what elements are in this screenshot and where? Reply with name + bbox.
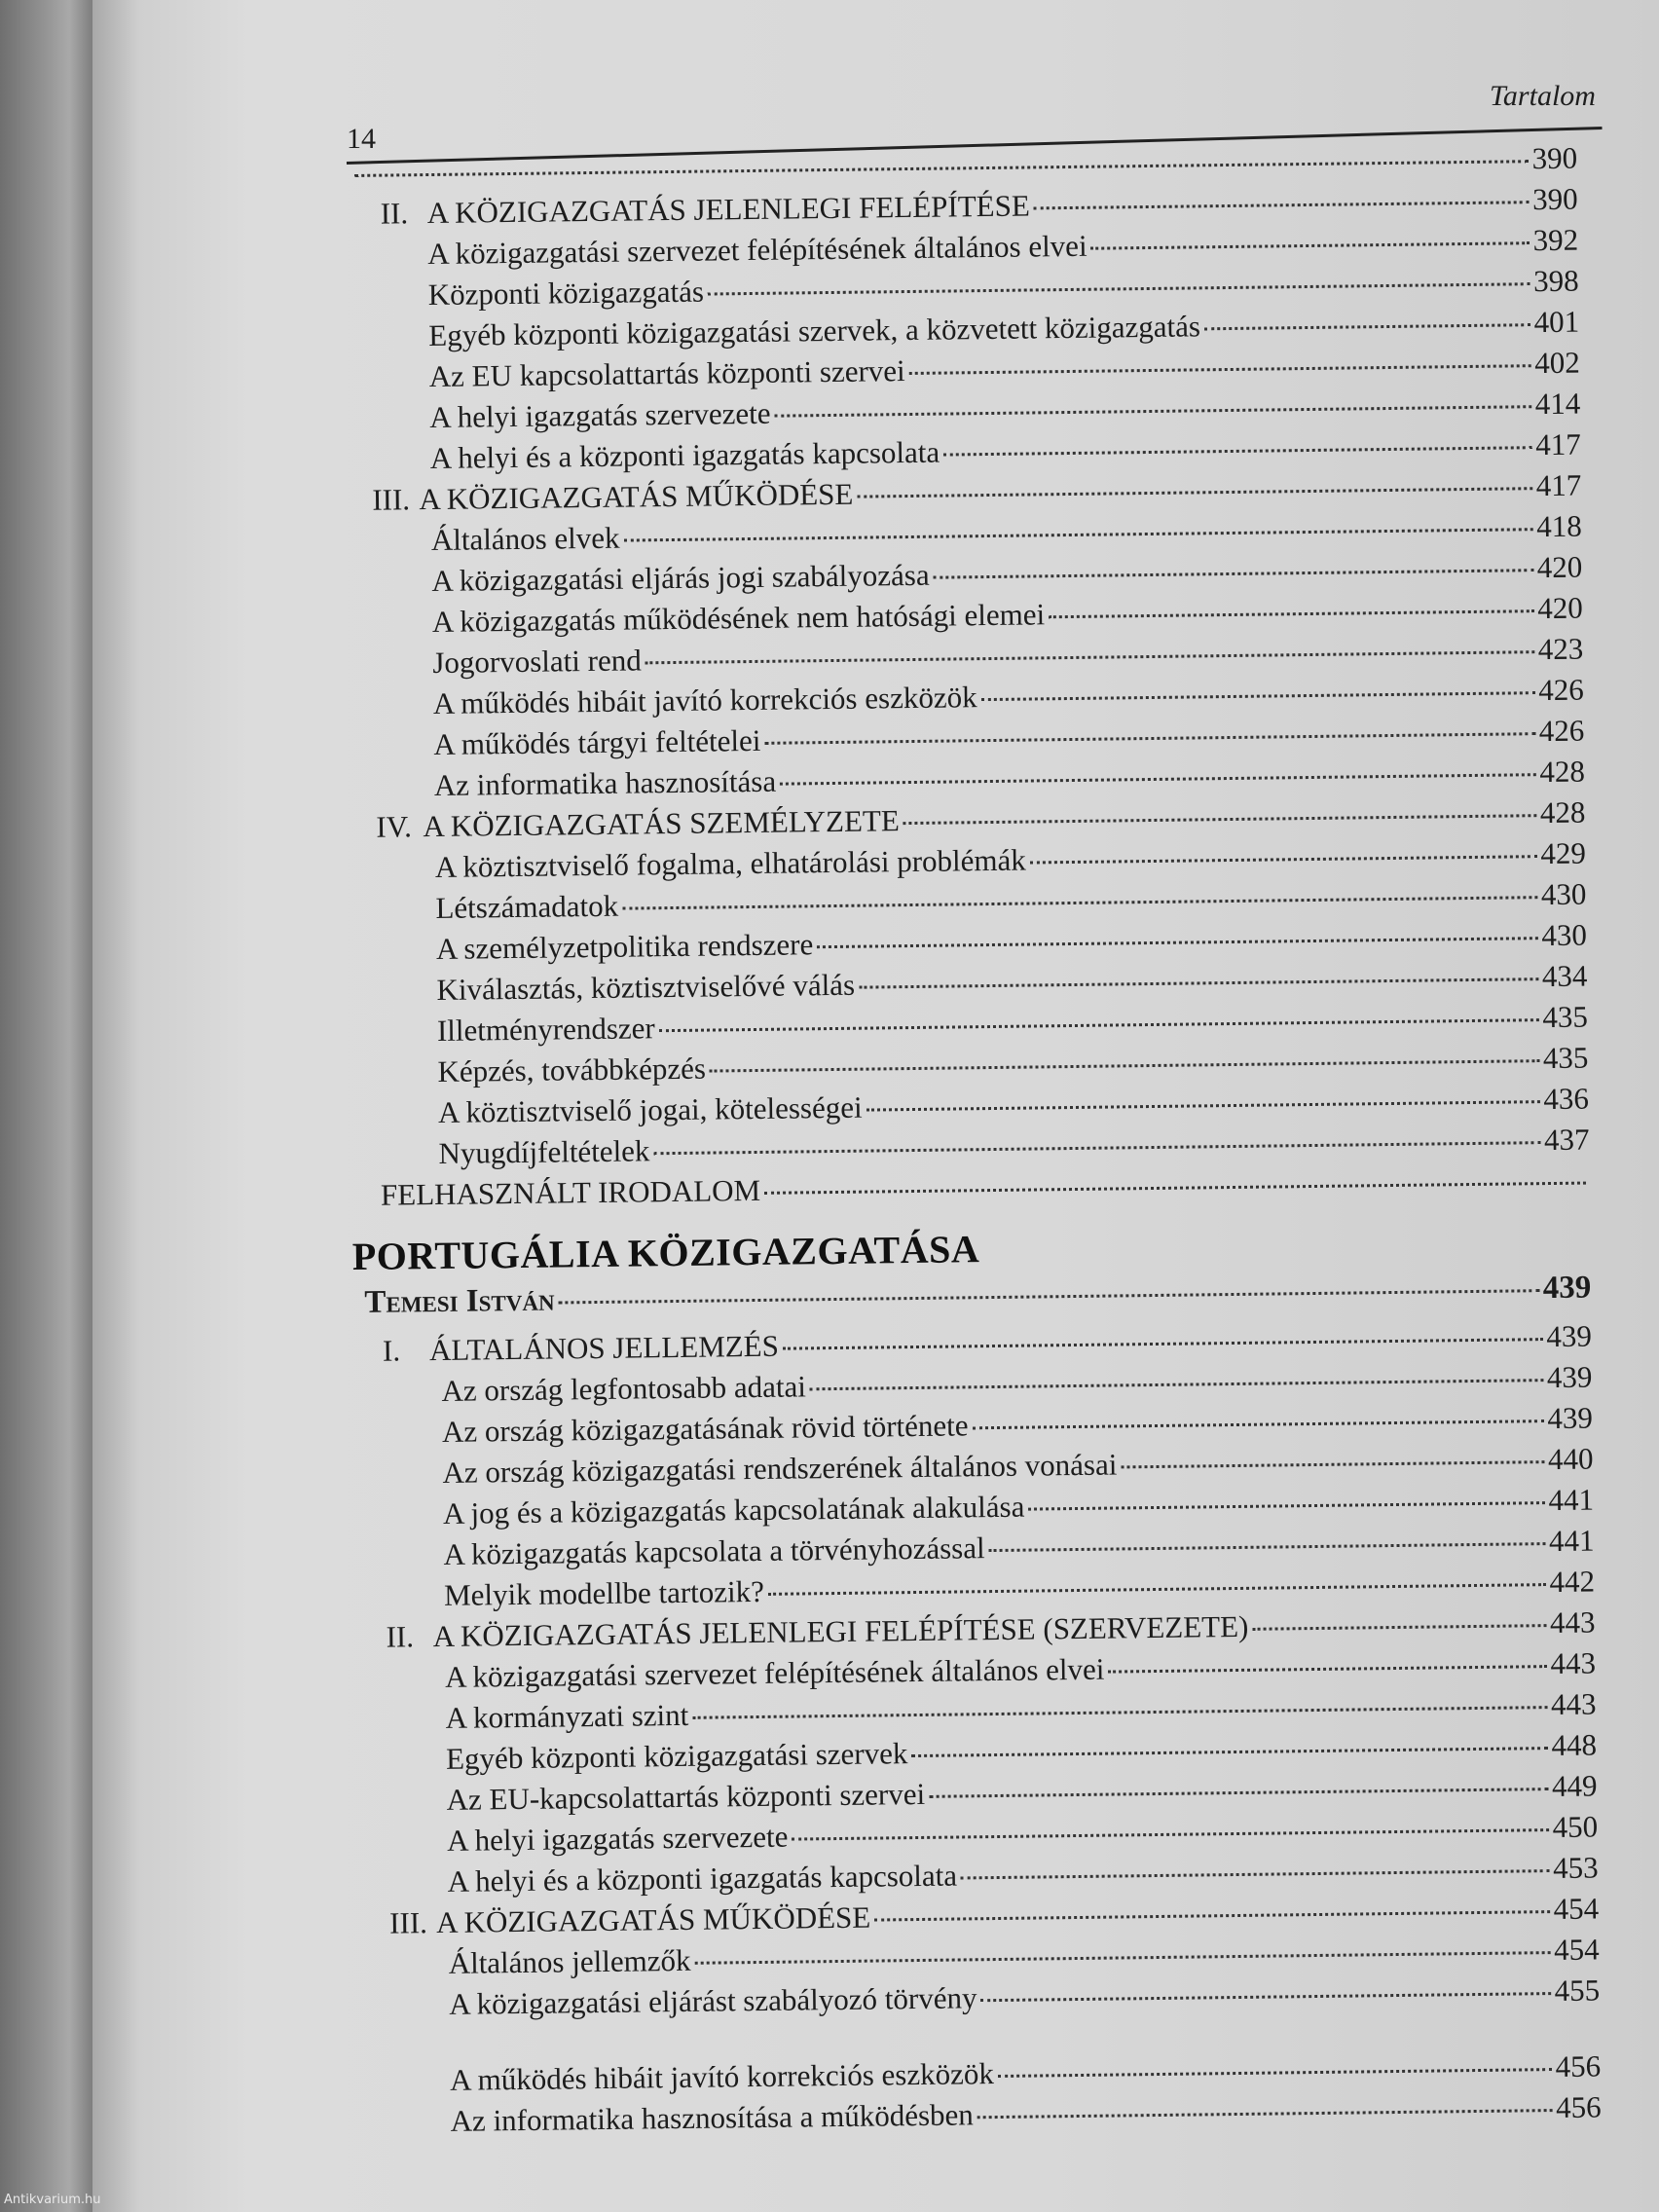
- book-spine-shadow: [0, 0, 92, 2212]
- toc-page-number: 417: [1535, 467, 1582, 503]
- leader-dots: [708, 282, 1530, 295]
- leader-dots: [775, 405, 1531, 417]
- toc-entry-label: Kiválasztás, köztisztviselővé válás: [436, 967, 856, 1007]
- toc-page-number: 436: [1543, 1081, 1590, 1117]
- toc-page-number: 443: [1550, 1645, 1597, 1681]
- toc-entry-label: ÁLTALÁNOS JELLEMZÉS: [428, 1328, 780, 1368]
- toc-entry-label: Az informatika hasznosítása: [433, 763, 777, 802]
- section-title: PORTUGÁLIA KÖZIGAZGATÁSA: [351, 1227, 980, 1279]
- toc-page-number: 441: [1548, 1482, 1595, 1518]
- toc-chapter-number: II.: [380, 196, 409, 231]
- toc-chapter-number: III.: [372, 482, 411, 517]
- leader-dots: [354, 160, 1528, 177]
- leader-dots: [780, 773, 1535, 785]
- toc-page-number: 401: [1533, 304, 1580, 340]
- toc-entry-label: A köztisztviselő jogai, kötelességei: [437, 1089, 863, 1129]
- leader-dots: [977, 2109, 1552, 2119]
- toc-entry-label: A helyi és a központi igazgatás kapcsolata: [429, 434, 940, 476]
- toc-entry-label: Létszámadatok: [435, 888, 619, 925]
- toc-entry-label: A közigazgatás működésének nem hatósági elemei: [431, 597, 1046, 640]
- leader-dots: [903, 814, 1536, 825]
- toc-entry-label: A közigazgatási szervezet felépítésének általános elvei: [427, 228, 1088, 272]
- leader-dots: [1091, 241, 1530, 249]
- toc-entry-label: Illetményrendszer: [436, 1011, 655, 1048]
- toc-page-number: 454: [1553, 1932, 1600, 1968]
- toc-entry-label: Nyugdíjfeltételek: [438, 1133, 650, 1170]
- toc-page-number: 390: [1531, 181, 1578, 217]
- toc-page-number: 417: [1535, 426, 1581, 462]
- toc-chapter-number: I.: [382, 1333, 401, 1368]
- toc-chapter-number: IV.: [376, 809, 413, 844]
- leader-dots: [859, 977, 1538, 989]
- toc-entry-label: Az ország legfontosabb adatai: [441, 1369, 807, 1408]
- toc-page-number: 430: [1541, 917, 1588, 953]
- toc-page-number: 428: [1539, 794, 1586, 830]
- toc-page-number: 448: [1551, 1727, 1598, 1763]
- toc-entry-label: Általános jellemzők: [448, 1942, 691, 1980]
- toc-page-number: 430: [1540, 876, 1587, 912]
- toc-page-number: 449: [1551, 1768, 1598, 1804]
- toc-page-number: 439: [1546, 1318, 1593, 1354]
- leader-dots: [783, 1338, 1543, 1350]
- leader-dots: [764, 1182, 1586, 1195]
- toc-page-number: 443: [1550, 1686, 1597, 1722]
- toc-entry-label: FELHASZNÁLT IRODALOM: [380, 1172, 761, 1212]
- leader-dots: [1030, 855, 1537, 864]
- toc-page-number: 456: [1555, 2089, 1602, 2125]
- leader-dots: [817, 937, 1537, 948]
- leader-dots: [1204, 323, 1530, 330]
- toc-chapter-number: II.: [386, 1619, 415, 1654]
- leader-dots: [1049, 609, 1533, 618]
- toc-entry-label: A jog és a közigazgatás kapcsolatának alakulása: [442, 1489, 1025, 1530]
- leader-dots: [645, 650, 1534, 664]
- toc-entry-label: A helyi és a központi igazgatás kapcsolata: [447, 1858, 958, 1899]
- toc-page-number: 420: [1536, 549, 1583, 585]
- leader-dots: [989, 1542, 1545, 1552]
- author-name: Temesi István: [364, 1282, 555, 1320]
- toc-page-number: 420: [1537, 590, 1583, 626]
- leader-dots: [943, 446, 1531, 456]
- leader-dots: [624, 528, 1533, 541]
- leader-dots: [764, 732, 1534, 745]
- leader-dots: [559, 1289, 1539, 1304]
- toc-entry-label: A kormányzati szint: [445, 1697, 689, 1735]
- toc-entry-label: A működés hibáit javító korrekciós eszközök: [432, 680, 977, 721]
- leader-dots: [792, 1828, 1548, 1840]
- toc-entry-label: Melyik modellbe tartozik?: [443, 1573, 765, 1612]
- leader-dots: [694, 1951, 1550, 1965]
- toc-entry-label: A közigazgatási eljárást szabályozó törvény: [448, 1980, 977, 2021]
- toc-entry-label: A KÖZIGAZGATÁS JELENLEGI FELÉPÍTÉSE (SZERVEZETE): [432, 1608, 1249, 1654]
- leader-dots: [909, 364, 1531, 375]
- leader-dots: [961, 1869, 1549, 1879]
- toc-page-number: 435: [1542, 999, 1589, 1035]
- watermark-stamp: Antikvarium.hu: [4, 2193, 101, 2207]
- toc-page-number: 450: [1552, 1809, 1599, 1845]
- toc-page-number: 439: [1547, 1400, 1594, 1436]
- leader-dots: [1028, 1501, 1544, 1510]
- toc-page-number: 418: [1536, 508, 1582, 544]
- leader-dots: [929, 1788, 1548, 1798]
- toc-entry-label: Egyéb központi közigazgatási szervek: [445, 1736, 908, 1776]
- leader-dots: [1252, 1624, 1546, 1631]
- author-page: 439: [1542, 1270, 1592, 1307]
- leader-dots: [710, 1059, 1539, 1072]
- toc-entry-label: A közigazgatási eljárás jogi szabályozása: [431, 557, 930, 599]
- toc-entry-label: A KÖZIGAZGATÁS MŰKÖDÉSE: [419, 476, 854, 517]
- toc-entry-label: Jogorvoslati rend: [432, 643, 642, 681]
- leader-dots: [659, 1018, 1539, 1032]
- toc-entry-label: Általános elvek: [430, 520, 620, 558]
- toc-entry-label: Az EU-kapcsolattartás központi szervei: [446, 1776, 926, 1817]
- toc-page-number: 390: [1531, 140, 1578, 176]
- toc-entry-label: A helyi igazgatás szervezete: [429, 395, 771, 435]
- leader-dots: [768, 1583, 1546, 1596]
- toc-entry-label: Egyéb központi közigazgatási szervek, a közvetett közigazgatás: [428, 309, 1201, 353]
- toc-page-number: 429: [1540, 835, 1587, 871]
- toc-entry-label: A közigazgatás kapcsolata a törvényhozással: [443, 1530, 985, 1571]
- toc-page-number: 392: [1532, 222, 1579, 258]
- toc-page-number: 456: [1555, 2048, 1602, 2084]
- toc-page-number: 453: [1552, 1850, 1599, 1886]
- toc-entry-label: Az ország közigazgatási rendszerének általános vonásai: [442, 1447, 1118, 1490]
- leader-dots: [874, 1910, 1549, 1921]
- toc-chapter-number: III.: [388, 1905, 428, 1940]
- toc-entry-label: Képzés, továbbképzés: [437, 1051, 707, 1088]
- toc-page-number: 440: [1547, 1441, 1594, 1477]
- leader-dots: [810, 1379, 1543, 1390]
- toc-page-number: 402: [1533, 345, 1580, 381]
- leader-dots: [973, 1419, 1544, 1429]
- toc-page-number: 443: [1549, 1604, 1596, 1641]
- toc-entry-label: A személyzetpolitika rendszere: [435, 927, 814, 966]
- leader-dots: [857, 487, 1531, 498]
- running-title: Tartalom: [1490, 80, 1596, 112]
- toc-entry-label: Az ország közigazgatásának rövid története: [441, 1408, 969, 1449]
- toc-page-number: 434: [1541, 958, 1588, 994]
- toc-page-number: 423: [1537, 631, 1584, 667]
- leader-dots: [866, 1100, 1540, 1111]
- leader-dots: [1121, 1460, 1544, 1468]
- leader-dots: [981, 691, 1535, 701]
- toc-entry-label: Az informatika hasznosítása a működésben: [450, 2097, 975, 2138]
- toc-entry-label: A köztisztviselő fogalma, elhatárolási problémák: [434, 842, 1027, 884]
- leader-dots: [911, 1747, 1547, 1757]
- toc-page-number: 441: [1548, 1523, 1595, 1559]
- toc-entry-label: A közigazgatási szervezet felépítésének általános elvei: [444, 1651, 1105, 1694]
- leader-dots: [653, 1141, 1540, 1155]
- toc-page-number: 442: [1549, 1564, 1596, 1600]
- page-number: 14: [347, 123, 376, 155]
- toc-page-number: 428: [1539, 754, 1586, 790]
- toc-page-number: 426: [1538, 672, 1585, 708]
- leader-dots: [1034, 201, 1529, 209]
- leader-dots: [980, 1992, 1550, 2002]
- toc-entry-label: A helyi igazgatás szervezete: [446, 1819, 789, 1858]
- leader-dots: [692, 1706, 1547, 1719]
- toc-entry-label: Az EU kapcsolattartás központi szervei: [428, 353, 905, 394]
- leader-dots: [998, 2068, 1552, 2078]
- toc-page-number: 426: [1538, 713, 1585, 749]
- toc-page-number: 439: [1546, 1359, 1593, 1395]
- toc-entry-label: A működés hibáit javító korrekciós eszközök: [449, 2056, 995, 2097]
- toc-entry-label: A működés tárgyi feltételei: [433, 722, 761, 762]
- toc-page-number: 455: [1554, 1972, 1601, 2009]
- leader-dots: [1108, 1665, 1546, 1673]
- toc-entry-label: A KÖZIGAZGATÁS SZEMÉLYZETE: [423, 803, 901, 844]
- leader-dots: [622, 896, 1537, 909]
- leader-dots: [934, 569, 1533, 579]
- toc-entry-label: A KÖZIGAZGATÁS MŰKÖDÉSE: [435, 1899, 871, 1940]
- toc-page-number: 398: [1532, 263, 1579, 299]
- toc-page-number: 437: [1543, 1122, 1590, 1158]
- toc-page-number: 435: [1542, 1040, 1589, 1076]
- toc-page-number: 414: [1534, 386, 1581, 422]
- toc-entry-label: Központi közigazgatás: [427, 274, 705, 313]
- toc-entry-label: A KÖZIGAZGATÁS JELENLEGI FELÉPÍTÉSE: [426, 188, 1030, 231]
- toc-page-number: 454: [1553, 1891, 1600, 1927]
